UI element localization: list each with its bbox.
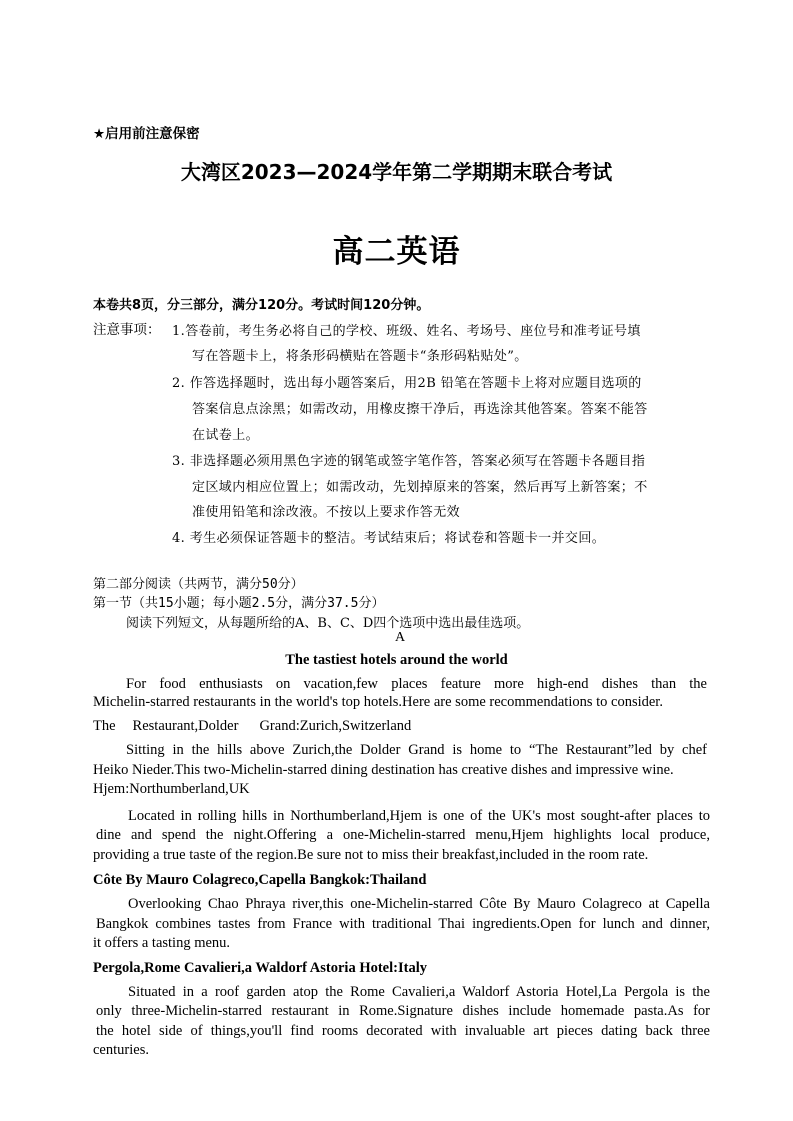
section-heading: 第一节（共15小题；每小题2.5分，满分37.5分） — [93, 596, 385, 611]
passage-title: The tastiest hotels around the world — [285, 652, 508, 668]
hotel-1-desc-line-1: Sitting in the hills above Zurich,the Dolder Grand is home to “The Restaurant”led by chef — [126, 742, 707, 758]
hotel-1-name-part-2: Restaurant,Dolder — [132, 718, 239, 734]
hotel-1-desc-line-2: Heiko Nieder.This two-Michelin-starred dining destination has creative dishes and impressive wine. — [93, 762, 674, 778]
confidential-mark: ★启用前注意保密 — [93, 126, 200, 142]
exam-title: 大湾区2023—2024学年第二学期期末联合考试 — [180, 160, 613, 184]
notice-item-2-line-1: 2. 作答选择题时，选出每小题答案后，用2B 铅笔在答题卡上将对应题目选项的 — [172, 376, 642, 391]
hotel-1-name — [93, 716, 411, 737]
notice-item-3-line-2: 定区域内相应位置上；如需改动，先划掉原来的答案，然后再写上新答案；不 — [192, 480, 648, 495]
hotel-3-desc-line-3: it offers a tasting menu. — [93, 935, 231, 951]
reading-instructions: 阅读下列短文，从每题所给的A、B、C、D四个选项中选出最佳选项。 — [126, 616, 530, 631]
hotel-4-desc-line-3: the hotel side of things,you'll find rooms decorated with invaluable art pieces dating back three — [96, 1023, 710, 1039]
passage-label: A — [394, 630, 406, 645]
notice-item-1-line-2: 写在答题卡上，将条形码横贴在答题卡“条形码粘贴处”。 — [192, 349, 528, 364]
notice-item-1-line-1: 1.答卷前，考生务必将自己的学校、班级、姓名、考场号、座位号和准考证号填 — [172, 324, 641, 339]
hotel-3-name: Côte By Mauro Colagreco,Capella Bangkok:Thailand — [93, 872, 427, 888]
hotel-2-desc-line-2: dine and spend the night.Offering a one-Michelin-starred menu,Hjem highlights local produce, — [96, 827, 710, 843]
hotel-1-name-part-1: The — [93, 718, 116, 734]
notice-item-2-line-3: 在试卷上。 — [192, 428, 260, 443]
paper-info: 本卷共8页，分三部分，满分120分。考试时间120分钟。 — [93, 298, 430, 313]
hotel-1-name-part-3: Grand:Zurich,Switzerland — [259, 718, 412, 734]
subject-title: 高二英语 — [332, 234, 461, 270]
hotel-4-desc-line-2: only three-Michelin-starred restaurant in Rome.Signature dishes include homemade pasta.As for — [96, 1003, 710, 1019]
part-heading: 第二部分阅读（共两节，满分50分） — [93, 577, 304, 592]
intro-line-2: Michelin-starred restaurants in the world's top hotels.Here are some recommendations to consider. — [93, 694, 663, 710]
intro-line-1: For food enthusiasts on vacation,few places feature more high-end dishes than the — [126, 676, 707, 692]
hotel-4-desc-line-4: centuries. — [93, 1042, 149, 1058]
hotel-4-name: Pergola,Rome Cavalieri,a Waldorf Astoria Hotel:Italy — [93, 960, 427, 976]
hotel-2-desc-line-1: Located in rolling hills in Northumberland,Hjem is one of the UK's most sought-after places to — [128, 808, 710, 824]
notice-item-3-line-3: 准使用铅笔和涂改液。不按以上要求作答无效 — [192, 505, 461, 520]
notice-item-3-line-1: 3. 非选择题必须用黑色字迹的钢笔或签字笔作答，答案必须写在答题卡各题目指 — [172, 454, 646, 469]
notice-item-4-line-1: 4. 考生必须保证答题卡的整洁。考试结束后；将试卷和答题卡一并交回。 — [172, 531, 606, 546]
hotel-4-desc-line-1: Situated in a roof garden atop the Rome Cavalieri,a Waldorf Astoria Hotel,La Pergola is the — [128, 984, 710, 1000]
notice-label: 注意事项： — [93, 322, 161, 338]
hotel-2-desc-line-3: providing a true taste of the region.Be sure not to miss their breakfast,included in the room rate. — [93, 847, 649, 863]
hotel-3-desc-line-2: Bangkok combines tastes from France with traditional Thai ingredients.Open for lunch and dinner, — [96, 916, 710, 932]
hotel-2-name: Hjem:Northumberland,UK — [93, 781, 250, 797]
notice-item-2-line-2: 答案信息点涂黑；如需改动，用橡皮擦干净后，再选涂其他答案。答案不能答 — [192, 402, 648, 417]
hotel-3-desc-line-1: Overlooking Chao Phraya river,this one-Michelin-starred Côte By Mauro Colagreco at Capella — [128, 896, 710, 912]
